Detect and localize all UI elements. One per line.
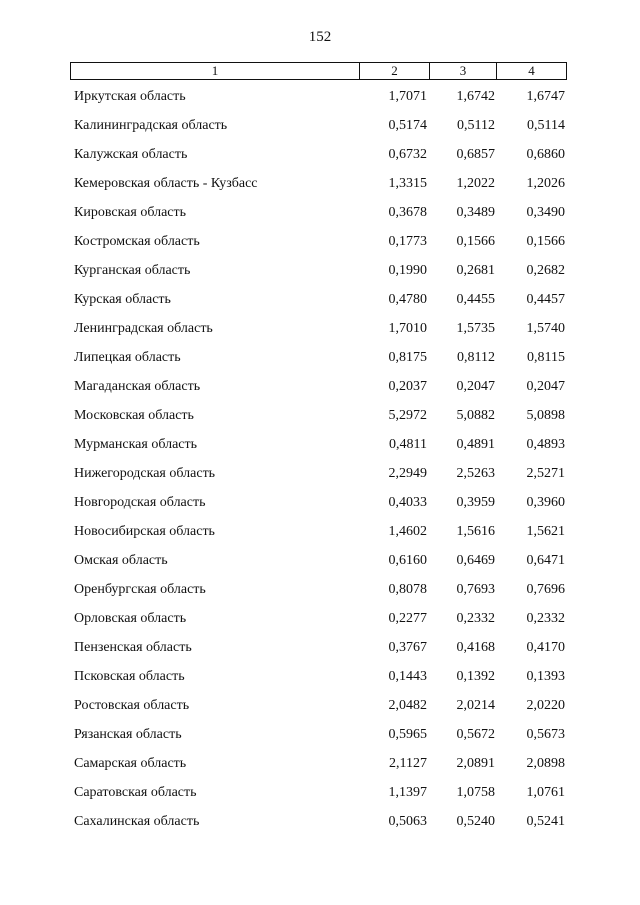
value-col-4: 0,4457 <box>526 292 565 307</box>
value-col-3: 1,0758 <box>456 785 495 800</box>
table-row <box>0 406 640 435</box>
value-col-3: 5,0882 <box>456 408 495 423</box>
value-col-4: 1,6747 <box>526 89 565 104</box>
value-col-3: 0,4891 <box>456 437 495 452</box>
value-col-4: 0,4170 <box>526 640 565 655</box>
value-col-2: 0,4033 <box>388 495 427 510</box>
value-col-2: 0,1773 <box>388 234 427 249</box>
value-col-3: 1,6742 <box>456 89 495 104</box>
table-row <box>0 377 640 406</box>
region-name: Калининградская область <box>74 118 228 133</box>
value-col-2: 1,4602 <box>388 524 427 539</box>
value-col-2: 2,0482 <box>388 698 427 713</box>
value-col-4: 1,5621 <box>526 524 565 539</box>
value-col-4: 1,2026 <box>526 176 565 191</box>
table-row <box>0 116 640 145</box>
value-col-2: 0,6160 <box>388 553 427 568</box>
value-col-2: 0,4780 <box>388 292 427 307</box>
value-col-2: 2,2949 <box>388 466 427 481</box>
value-col-4: 0,5114 <box>527 118 565 133</box>
region-name: Сахалинская область <box>74 814 200 829</box>
region-name: Иркутская область <box>74 89 186 104</box>
value-col-2: 1,3315 <box>388 176 427 191</box>
value-col-2: 0,1443 <box>388 669 427 684</box>
value-col-3: 0,6469 <box>456 553 495 568</box>
value-col-4: 1,0761 <box>526 785 565 800</box>
table-row <box>0 551 640 580</box>
value-col-2: 0,6732 <box>388 147 427 162</box>
value-col-2: 1,7071 <box>388 89 427 104</box>
value-col-2: 0,5174 <box>388 118 427 133</box>
value-col-4: 2,5271 <box>526 466 565 481</box>
region-name: Кировская область <box>74 205 187 220</box>
value-col-3: 0,2047 <box>456 379 495 394</box>
table-row <box>0 754 640 783</box>
value-col-2: 0,5063 <box>388 814 427 829</box>
table-row <box>0 319 640 348</box>
table-row <box>0 464 640 493</box>
value-col-2: 0,3678 <box>388 205 427 220</box>
region-name: Орловская область <box>74 611 187 626</box>
value-col-3: 0,6857 <box>456 147 495 162</box>
table-row <box>0 696 640 725</box>
value-col-3: 0,4455 <box>456 292 495 307</box>
value-col-4: 0,7696 <box>526 582 565 597</box>
value-col-3: 1,2022 <box>456 176 495 191</box>
table-row <box>0 435 640 464</box>
table-row <box>0 609 640 638</box>
region-name: Калужская область <box>74 147 188 162</box>
table-row <box>0 580 640 609</box>
value-col-3: 0,8112 <box>457 350 495 365</box>
value-col-2: 0,2037 <box>388 379 427 394</box>
value-col-3: 2,0891 <box>456 756 495 771</box>
table-header <box>70 62 567 80</box>
value-col-4: 1,5740 <box>526 321 565 336</box>
value-col-4: 0,2047 <box>526 379 565 394</box>
region-name: Московская область <box>74 408 194 423</box>
region-name: Костромская область <box>74 234 200 249</box>
value-col-2: 0,1990 <box>388 263 427 278</box>
region-name: Ленинградская область <box>74 321 213 336</box>
value-col-4: 5,0898 <box>526 408 565 423</box>
table-row <box>0 783 640 812</box>
table-row <box>0 203 640 232</box>
value-col-4: 0,8115 <box>527 350 565 365</box>
region-name: Мурманская область <box>74 437 198 452</box>
value-col-2: 5,2972 <box>388 408 427 423</box>
value-col-4: 0,1393 <box>526 669 565 684</box>
value-col-4: 0,2682 <box>526 263 565 278</box>
region-name: Курская область <box>74 292 171 307</box>
region-name: Саратовская область <box>74 785 197 800</box>
region-name: Пензенская область <box>74 640 192 655</box>
value-col-3: 0,1566 <box>456 234 495 249</box>
table-row <box>0 174 640 203</box>
region-name: Омская область <box>74 553 168 568</box>
table-row <box>0 261 640 290</box>
value-col-3: 0,4168 <box>456 640 495 655</box>
value-col-3: 0,5240 <box>456 814 495 829</box>
region-name: Липецкая область <box>74 350 181 365</box>
region-name: Нижегородская область <box>74 466 216 481</box>
value-col-2: 0,2277 <box>388 611 427 626</box>
region-name: Оренбургская область <box>74 582 206 597</box>
header-cell-1: 1 <box>71 63 360 79</box>
value-col-2: 0,5965 <box>388 727 427 742</box>
value-col-4: 0,3490 <box>526 205 565 220</box>
value-col-3: 0,5112 <box>457 118 495 133</box>
value-col-4: 2,0898 <box>526 756 565 771</box>
value-col-4: 0,5673 <box>526 727 565 742</box>
value-col-3: 0,5672 <box>456 727 495 742</box>
value-col-3: 0,7693 <box>456 582 495 597</box>
value-col-2: 1,7010 <box>388 321 427 336</box>
value-col-3: 1,5735 <box>456 321 495 336</box>
value-col-3: 0,2681 <box>456 263 495 278</box>
region-name: Новгородская область <box>74 495 206 510</box>
table-row <box>0 290 640 319</box>
table-row <box>0 667 640 696</box>
value-col-2: 0,3767 <box>388 640 427 655</box>
region-name: Ростовская область <box>74 698 190 713</box>
table-row <box>0 348 640 377</box>
table-row <box>0 522 640 551</box>
value-col-3: 2,0214 <box>456 698 495 713</box>
region-name: Самарская область <box>74 756 187 771</box>
header-cell-3: 3 <box>430 63 497 79</box>
table-row <box>0 725 640 754</box>
value-col-2: 0,4811 <box>389 437 427 452</box>
table-row <box>0 638 640 667</box>
value-col-2: 1,1397 <box>388 785 427 800</box>
region-name: Псковская область <box>74 669 185 684</box>
value-col-4: 2,0220 <box>526 698 565 713</box>
value-col-3: 2,5263 <box>456 466 495 481</box>
value-col-4: 0,6860 <box>526 147 565 162</box>
table-row <box>0 145 640 174</box>
table-row <box>0 232 640 261</box>
header-cell-4: 4 <box>528 63 535 78</box>
value-col-2: 2,1127 <box>389 756 427 771</box>
value-col-4: 0,3960 <box>526 495 565 510</box>
value-col-4: 0,5241 <box>526 814 565 829</box>
region-name: Курганская область <box>74 263 191 278</box>
value-col-4: 0,1566 <box>526 234 565 249</box>
region-name: Рязанская область <box>74 727 182 742</box>
table-row <box>0 812 640 841</box>
table-row <box>0 87 640 116</box>
value-col-3: 0,2332 <box>456 611 495 626</box>
value-col-2: 0,8078 <box>388 582 427 597</box>
region-name: Кемеровская область - Кузбасс <box>74 176 258 191</box>
value-col-4: 0,4893 <box>526 437 565 452</box>
value-col-3: 0,3489 <box>456 205 495 220</box>
value-col-3: 0,3959 <box>456 495 495 510</box>
value-col-2: 0,8175 <box>388 350 427 365</box>
header-cell-2: 2 <box>360 63 430 79</box>
value-col-3: 0,1392 <box>456 669 495 684</box>
region-name: Новосибирская область <box>74 524 215 539</box>
table-row <box>0 493 640 522</box>
region-name: Магаданская область <box>74 379 201 394</box>
value-col-3: 1,5616 <box>456 524 495 539</box>
value-col-4: 0,6471 <box>526 553 565 568</box>
value-col-4: 0,2332 <box>526 611 565 626</box>
table-body <box>0 87 640 841</box>
page-number: 152 <box>308 29 332 45</box>
